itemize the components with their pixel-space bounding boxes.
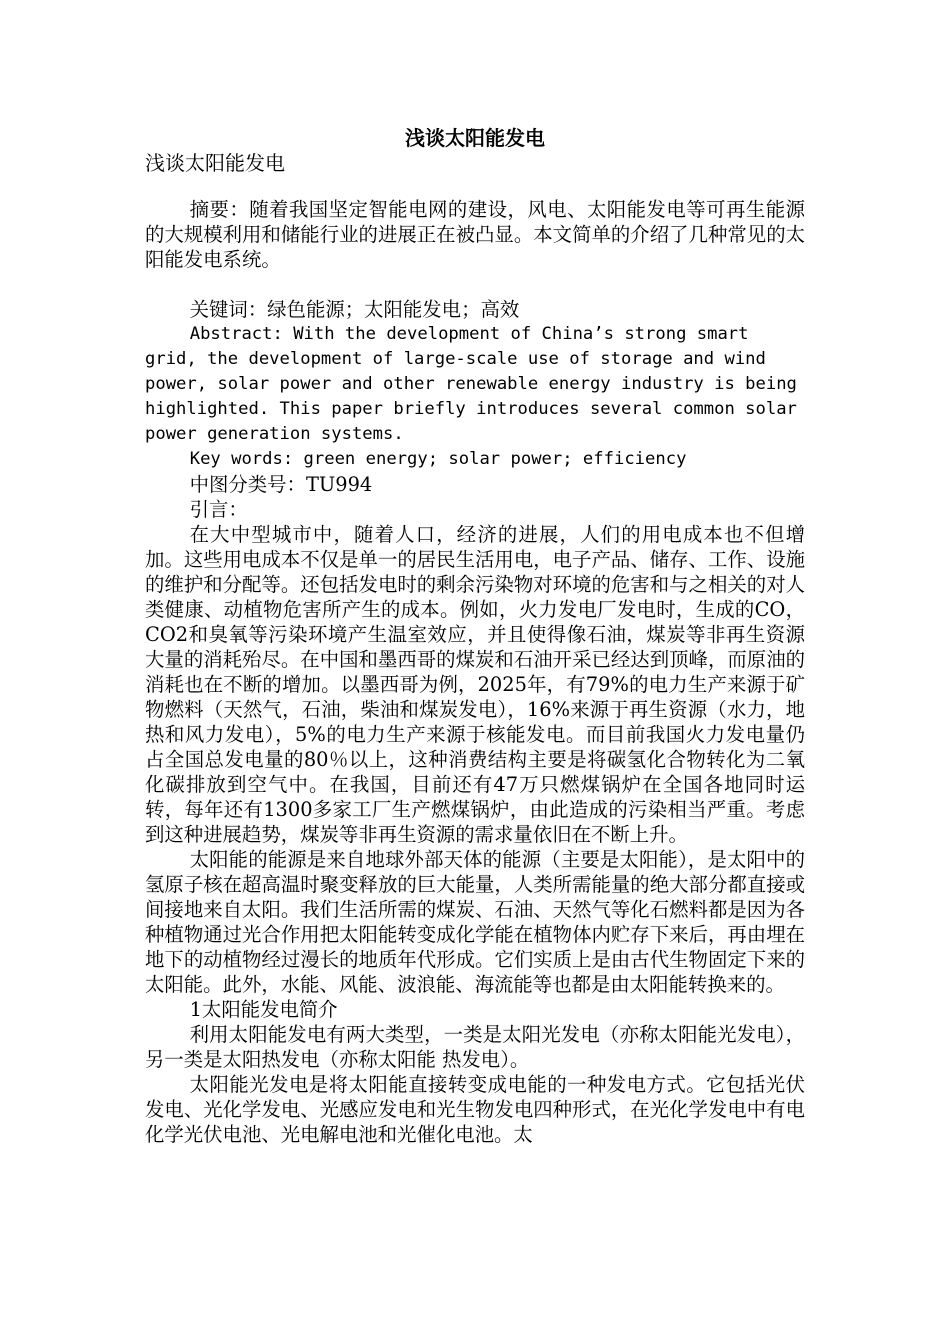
section-1-paragraph: 太阳能光发电是将太阳能直接转变成电能的一种发电方式。它包括光伏发电、光化学发电、光感应发电和光生物发电四种形式，在光化学发电中有电化学光伏电池、光电解电池和光催化电池。太	[145, 1073, 805, 1146]
document-title: 浅谈太阳能发电	[405, 126, 545, 150]
section-1-heading: 1太阳能发电简介	[189, 998, 338, 1021]
document-body	[145, 197, 805, 1147]
solar-energy-paragraph: 太阳能的能源是来自地球外部天体的能源（主要是太阳能），是太阳中的氢原子核在超高温时聚变释放的巨大能量，人类所需能量的绝大部分都直接或间接地来自太阳。我们生活所需的煤炭、石油、天然气等化石燃料都是因为各种植物通过光合作用把太阳能转变成化学能在植物体内贮存下来后，再由埋在地下的动植物经过漫长的地质年代形成。它们实质上是由古代生物固定下来的太阳能。此外，水能、风能、波浪能、海流能等也都是由太阳能转换来的。	[145, 848, 805, 996]
intro-paragraph: 在大中型城市中，随着人口，经济的进展，人们的用电成本也不但增加。这些用电成本不仅是单一的居民生活用电，电子产品、储存、工作、设施的维护和分配等。还包括发电时的剩余污染物对环境的危害和与之相关的对人类健康、动植物危害所产生的成本。例如，火力发电厂发电时，生成的CO，CO2和臭氧等污染环境产生温室效应，并且使得像石油，煤炭等非再生资源大量的消耗殆尽。在中国和墨西哥的煤炭和石油开采已经达到顶峰，而原油的消耗也在不断的增加。以墨西哥为例，2025年，有79%的电力生产来源于矿物燃料（天然气，石油，柴油和煤炭发电），16%来源于再生资源（水力，地热和风力发电），5%的电力生产来源于核能发电。而目前我国火力发电量仍占全国总发电量的80％以上，这种消费结构主要是将碳氢化合物转化为二氧化碳排放到空气中。在我国，目前还有47万只燃煤锅炉在全国各地同时运转，每年还有1300多家工厂生产燃煤锅炉，由此造成的污染相当严重。考虑到这种进展趋势，煤炭等非再生资源的需求量依旧在不断上升。	[145, 523, 805, 846]
classification-number: 中图分类号：TU994	[189, 473, 373, 496]
section-1-paragraph: 利用太阳能发电有两大类型，一类是太阳光发电（亦称太阳能光发电），另一类是太阳热发电（亦称太阳能 热发电）。	[145, 1023, 805, 1071]
keywords-en: Key words: green energy; solar power; efficiency	[189, 449, 687, 469]
abstract-en: Abstract: With the development of China’s strong smart grid, the development of large-scale use of storage and wind power, solar power and other renewable energy industry is being highlighted. This paper briefly introduces several common solar power generation systems.	[145, 324, 797, 444]
keywords-cn: 关键词：绿色能源；太阳能发电；高效	[189, 298, 520, 321]
abstract-cn: 摘要：随着我国坚定智能电网的建设，风电、太阳能发电等可再生能源的大规模利用和储能行业的进展正在被凸显。本文简单的介绍了几种常见的太阳能发电系统。	[145, 198, 805, 271]
paragraph-spacer	[145, 272, 805, 297]
intro-heading: 引言：	[189, 498, 248, 521]
document-subtitle: 浅谈太阳能发电	[145, 151, 285, 175]
